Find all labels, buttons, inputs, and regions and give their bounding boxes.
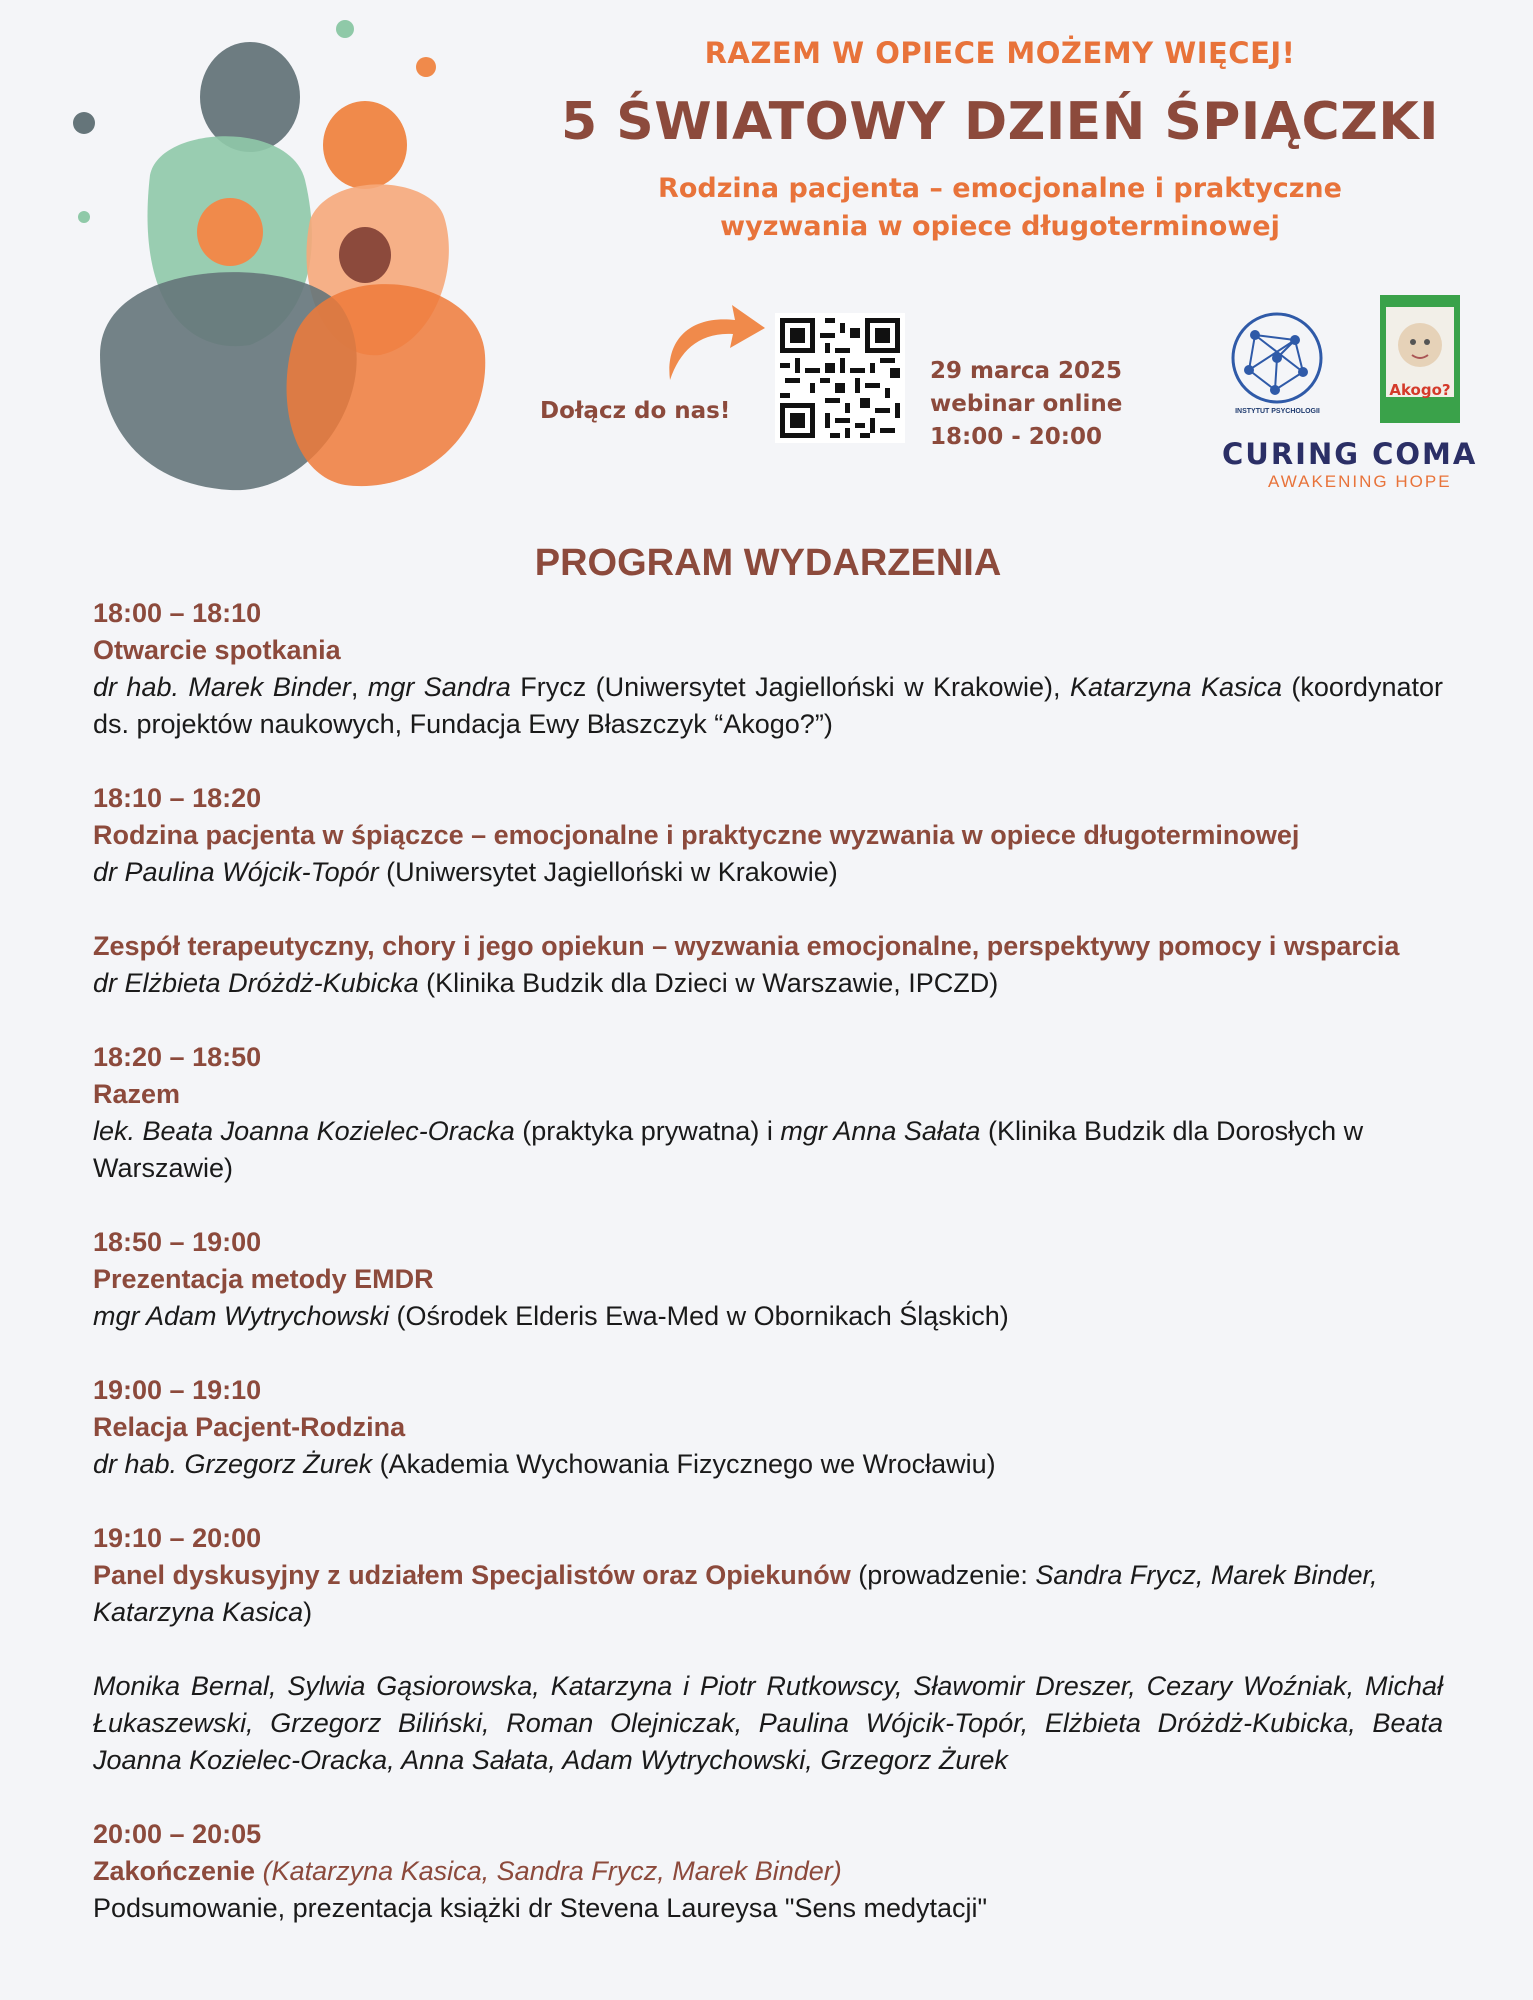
item-time: 19:10 – 20:00 [93, 1523, 262, 1553]
item-time: 18:10 – 18:20 [93, 783, 262, 813]
item-topic: Rodzina pacjenta w śpiączce – emocjonalne i praktyczne wyzwania w opiece długoterminowej [93, 820, 1300, 850]
qr-code[interactable] [775, 313, 905, 443]
event-hours: 18:00 - 20:00 [930, 424, 1102, 450]
item-time: 18:20 – 18:50 [93, 1042, 262, 1072]
join-label: Dołącz do nas! [540, 398, 731, 424]
event-format: webinar online [930, 391, 1123, 417]
item-topic: Prezentacja metody EMDR [93, 1264, 434, 1294]
closing-heading [93, 1853, 1443, 1890]
subtitle-line: Rodzina pacjenta – emocjonalne i praktyczne [658, 173, 1342, 204]
item-time: 19:00 – 19:10 [93, 1375, 262, 1405]
program-item [93, 1816, 1443, 1927]
speaker-name: mgr Adam Wytrychowski [93, 1301, 390, 1331]
speaker-affiliation: (Akademia Wychowania Fizycznego we Wrocławiu) [372, 1449, 996, 1479]
speaker-affiliation: (Klinika Budzik dla Dzieci w Warszawie, IPCZD) [418, 968, 999, 998]
item-topic: Otwarcie spotkania [93, 635, 341, 665]
event-header [0, 0, 1533, 510]
speaker-affiliation: (koordynator ds. projektów naukowych, Fundacja Ewy Błaszczyk “Akogo?”) [93, 672, 1443, 739]
decor-dot [336, 20, 354, 38]
moderation-note: (prowadzenie: [850, 1560, 1036, 1590]
speaker-affiliation: (praktyka prywatna) i [514, 1116, 781, 1146]
speaker-affiliation: (Ośrodek Elderis Ewa-Med w Obornikach Śląskich) [389, 1301, 1009, 1331]
speaker-name: dr Elżbieta Dróżdż-Kubicka [93, 968, 419, 998]
akogo-foundation-logo [1380, 295, 1460, 423]
item-speakers [93, 854, 1443, 891]
item-topic: Razem [93, 1079, 181, 1109]
item-speakers [93, 965, 1443, 1002]
event-subtitle [520, 170, 1480, 246]
program-item [93, 928, 1443, 1002]
speaker-affiliation: (Uniwersytet Jagielloński w Krakowie) [378, 857, 838, 887]
body-orange [287, 284, 486, 486]
ip-logo-label: INSTYTUT PSYCHOLOGII [1235, 408, 1320, 415]
program-title: PROGRAM WYDARZENIA [534, 542, 1002, 584]
closing-summary: Podsumowanie, prezentacja książki dr Stevena Laureysa "Sens medytacji" [93, 1893, 988, 1923]
speaker-name: mgr Sandra [367, 672, 511, 702]
separator: , [350, 672, 368, 702]
item-topic: Zespół terapeutyczny, chory i jego opiekun – wyzwania emocjonalne, perspektywy pomocy i wsparcia [93, 931, 1400, 961]
item-speakers [93, 669, 1443, 743]
item-topic: Panel dyskusyjny z udziałem Specjalistów oraz Opiekunów [93, 1560, 851, 1590]
curing-coma-logo: CURING COMA [1222, 437, 1478, 471]
item-topic: Relacja Pacjent-Rodzina [93, 1412, 406, 1442]
curing-coma-tagline: AWAKENING HOPE [1268, 472, 1452, 491]
program-item [93, 1520, 1443, 1779]
program-section [93, 533, 1443, 1964]
subtitle-line: wyzwania w opiece długoterminowej [720, 211, 1280, 242]
moderation-note-end: ) [303, 1597, 313, 1627]
curved-arrow-icon [660, 300, 770, 390]
program-item [93, 1039, 1443, 1187]
decor-dot [73, 112, 95, 134]
speaker-name: dr Paulina Wójcik-Topór [93, 857, 379, 887]
panel-heading [93, 1557, 1443, 1631]
akogo-wordmark: Akogo? [1389, 381, 1451, 399]
item-speakers [93, 1446, 1443, 1483]
speaker-name: lek. Beata Joanna Kozielec-Oracka [93, 1116, 515, 1146]
item-speakers [93, 1298, 1443, 1335]
item-speakers [93, 1113, 1443, 1187]
moderators: Sandra Frycz, Marek Binder, Katarzyna Kasica [93, 1560, 1378, 1627]
family-illustration [60, 15, 500, 505]
head-brown [339, 227, 391, 283]
head-orange-small [197, 198, 263, 266]
event-date: 29 marca 2025 [930, 358, 1123, 384]
program-item [93, 780, 1443, 891]
event-details [930, 355, 1122, 454]
head-slate [200, 42, 300, 152]
item-time: 20:00 – 20:05 [93, 1819, 262, 1849]
speaker-affiliation: Frycz (Uniwersytet Jagielloński w Krakowie), [510, 672, 1070, 702]
head-orange [323, 101, 407, 189]
item-topic: Zakończenie [93, 1856, 256, 1886]
program-item [93, 1372, 1443, 1483]
closing-speakers: (Katarzyna Kasica, Sandra Frycz, Marek Binder) [255, 1856, 842, 1886]
item-time: 18:00 – 18:10 [93, 598, 262, 628]
speaker-affiliation: (Klinika Budzik dla Dorosłych w Warszawie) [93, 1116, 1364, 1183]
program-item [93, 1224, 1443, 1335]
speaker-name: mgr Anna Sałata [780, 1116, 981, 1146]
item-time: 18:50 – 19:00 [93, 1227, 262, 1257]
speaker-name: Katarzyna Kasica [1069, 672, 1282, 702]
speaker-name: dr hab. Marek Binder [93, 672, 351, 702]
event-title: 5 ŚWIATOWY DZIEŃ ŚPIĄCZKI [561, 92, 1439, 152]
speaker-name: dr hab. Grzegorz Żurek [93, 1449, 373, 1479]
panelists: Monika Bernal, Sylwia Gąsiorowska, Katarzyna i Piotr Rutkowscy, Sławomir Dreszer, Cezary Woźniak, Michał Łukaszewski, Grzegorz Biliński, Roman Olejniczak, Paulina Wójcik-Topór, Elżbieta Dróżdż-Kubicka, Beata Joanna Kozielec-Oracka, Anna Sałata, Adam Wytrychowski, Grzegorz Żurek [93, 1671, 1443, 1775]
decor-dot [78, 211, 90, 223]
decor-dot [416, 57, 436, 77]
slogan: RAZEM W OPIECE MOŻEMY WIĘCEJ! [704, 36, 1296, 70]
program-item [93, 595, 1443, 743]
